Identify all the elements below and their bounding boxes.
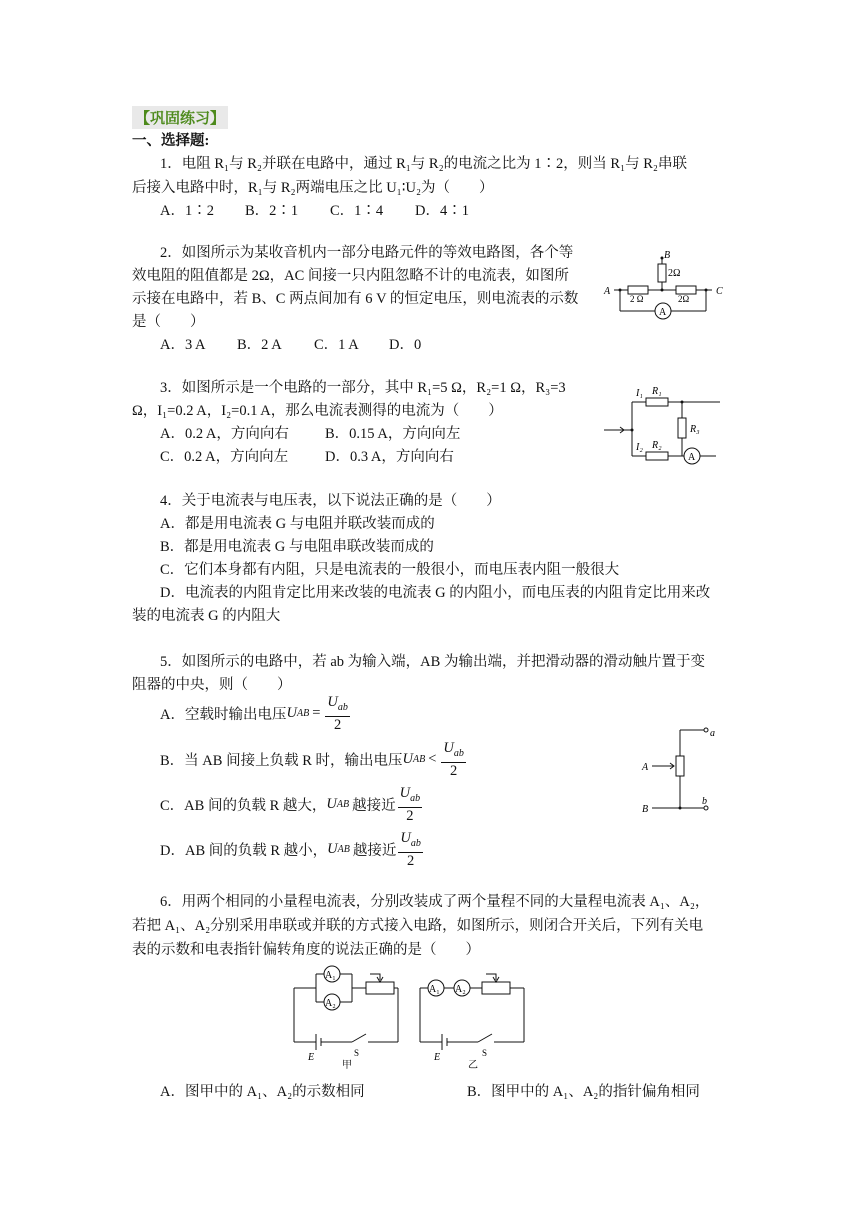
q6-yi-a1: A₁ [429,984,440,995]
q5-u-symbol: U [400,830,411,846]
q5-less-than: < [428,750,437,767]
q5-line1: 5．如图所示的电路中，若 ab 为输入端，AB 为输出端，并把滑动器的滑动触片置于变 [160,654,705,670]
q3-option-a: A．0.2 A，方向向右 [160,426,289,442]
q5-sub-ab-lower: ab [410,837,421,849]
q4-option-a: A．都是用电流表 G 与电阻并联改装而成的 [160,516,435,532]
q2-line1: 2．如图所示为某收音机内一部分电路元件的等效电路图，各个等 [160,245,574,261]
q5-sub-ab-lower: ab [453,747,464,759]
q5-label-a: a [710,728,715,739]
q5-sub-ab-upper: AB [336,798,350,810]
q3-option-b: B．0.15 A，方向向左 [325,426,461,442]
q5-fraction [398,830,422,869]
q5-sub-ab-upper: AB [337,843,350,855]
q5-option-a-text: A．空载时输出电压 [160,706,287,723]
q6-yi-e: E [434,1052,441,1063]
q5-closer: 越接近 [352,797,396,814]
q6-line3: 表的示数和电表指针偏转角度的说法正确的是（ ） [132,942,480,958]
q5-label-A: A [642,762,649,773]
q5-u-symbol: U [327,694,338,710]
q2-line3: 示接在电路中，若 B、C 两点间加有 6 V 的恒定电压，则电流表的示数 [132,291,579,307]
q5-u-symbol: U [443,740,454,756]
q3-circuit-figure [600,380,725,470]
q6-jia-s: S [354,1048,360,1058]
q5-option-b [160,740,466,779]
q5-label-b: b [702,796,707,807]
q1-line2: 后接入电路中时，R₁与 R₂两端电压之比 U₁∶U₂为（ ） [132,180,494,196]
q6-line2: 若把 A₁、A₂分别采用串联或并联的方式接入电路，如图所示，则闭合开关后，下列有关电 [132,918,704,934]
q6-yi-caption: 乙 [468,1060,478,1071]
q6-jia-e: E [308,1052,315,1063]
q6-jia-caption: 甲 [342,1060,352,1071]
q6-option-b: B．图甲中的 A₁、A₂的指针偏角相同 [467,1084,700,1100]
q6-jia-a1: A₁ [325,970,336,981]
q1-option-b: B．2∶1 [245,203,299,219]
q2-option-c: C．1 A [314,337,359,353]
q3-option-c: C．0.2 A，方向向左 [160,449,289,465]
q1-option-d: D．4∶1 [415,203,469,219]
q2-option-b: B．2 A [237,337,282,353]
q5-sub-ab-upper: AB [296,707,310,719]
q5-sub-ab-upper: AB [412,753,426,765]
section-title: 【巩固练习】 [132,106,228,129]
q3-meter-label: A [688,452,696,463]
q5-option-a [160,694,350,733]
q2-label-a: A [604,286,611,297]
q5-sub-ab-lower: ab [410,792,421,804]
q3-label-r3: R₃ [690,424,700,435]
q5-denominator: 2 [406,852,415,869]
q5-fraction [441,740,465,779]
q2-line2: 效电阻的阻值都是 2Ω，AC 间接一只内阻忽略不计的电流表，如图所 [132,268,569,284]
q5-u-symbol: U [326,795,337,812]
q5-fraction [325,694,349,733]
q6-yi-a2: A₂ [455,984,466,995]
q5-option-b-text: B．当 AB 间接上负载 R 时，输出电压 [160,752,403,769]
q5-option-d-text: D．AB 间的负载 R 越小， [160,842,328,859]
q6-circuit-figures [290,962,540,1072]
q2-circuit-figure [600,244,730,324]
q5-denominator: 2 [333,716,342,733]
q6-jia-a2: A₂ [325,998,336,1009]
q4-line1: 4．关于电流表与电压表，以下说法正确的是（ ） [160,493,501,509]
q3-option-d: D．0.3 A，方向向右 [325,449,454,465]
q5-circuit-figure [640,722,720,822]
q5-u-symbol: U [327,840,338,857]
q5-option-c [160,785,422,824]
q3-line1: 3．如图所示是一个电路的一部分，其中 R₁=5 Ω，R₂=1 Ω，R₃=3 [160,380,566,396]
q2-meter-label: A [659,307,667,318]
q3-label-r1: R₁ [652,386,662,397]
q5-option-c-text: C．AB 间的负载 R 越大， [160,797,327,814]
q2-option-a: A．3 A [160,337,206,353]
q4-option-c: C．它们本身都有内阻，只是电流表的一般很小，而电压表内阻一般很大 [160,562,620,578]
q1-line1: 1．电阻 R₁与 R₂并联在电路中，通过 R₁与 R₂的电流之比为 1∶2，则当 R₁与 R₂串联 [160,156,687,172]
q5-fraction [398,785,422,824]
q5-line2: 阻器的中央，则（ ） [132,677,292,693]
q5-u-symbol: U [402,750,413,767]
q5-option-d [160,830,423,869]
q2-label-r-top: 2Ω [668,268,681,279]
q1-option-a: A．1∶2 [160,203,214,219]
q2-label-r-right: 2Ω [678,294,690,304]
q4-option-d-cont: 装的电流表 G 的内阻大 [132,608,281,624]
q2-label-c: C [716,286,723,297]
q6-line1: 6．用两个相同的小量程电流表，分别改装成了两个量程不同的大量程电流表 A₁、A₂， [160,894,710,910]
q3-label-r2: R₂ [652,440,662,451]
q2-line4: 是（ ） [132,314,205,330]
q6-option-a: A．图甲中的 A₁、A₂的示数相同 [160,1084,365,1100]
q2-label-r-left: 2 Ω [630,294,644,304]
q5-sub-ab-lower: ab [337,701,348,713]
q5-denominator: 2 [450,762,458,779]
q5-u-symbol: U [286,704,297,721]
q3-label-i2: I₂ [636,442,643,453]
q5-u-symbol: U [399,785,411,801]
q3-line2: Ω，I₁=0.2 A，I₂=0.1 A，那么电流表测得的电流为（ ） [132,403,503,419]
q3-label-i1: I₁ [636,388,643,399]
q4-option-b: B．都是用电流表 G 与电阻串联改装而成的 [160,539,434,555]
part-heading: 一、选择题: [132,133,210,149]
q4-option-d: D．电流表的内阻肯定比用来改装的电流表 G 的内阻小，而电压表的内阻肯定比用来改 [160,585,711,601]
q1-option-c: C．1∶4 [330,203,384,219]
q5-label-B: B [642,804,649,815]
q5-closer: 越接近 [352,842,397,859]
q2-label-b: B [664,250,671,261]
q5-denominator: 2 [406,807,414,824]
q6-yi-s: S [482,1048,488,1058]
q5-equals: = [312,704,321,721]
q2-option-d: D．0 [389,337,422,353]
